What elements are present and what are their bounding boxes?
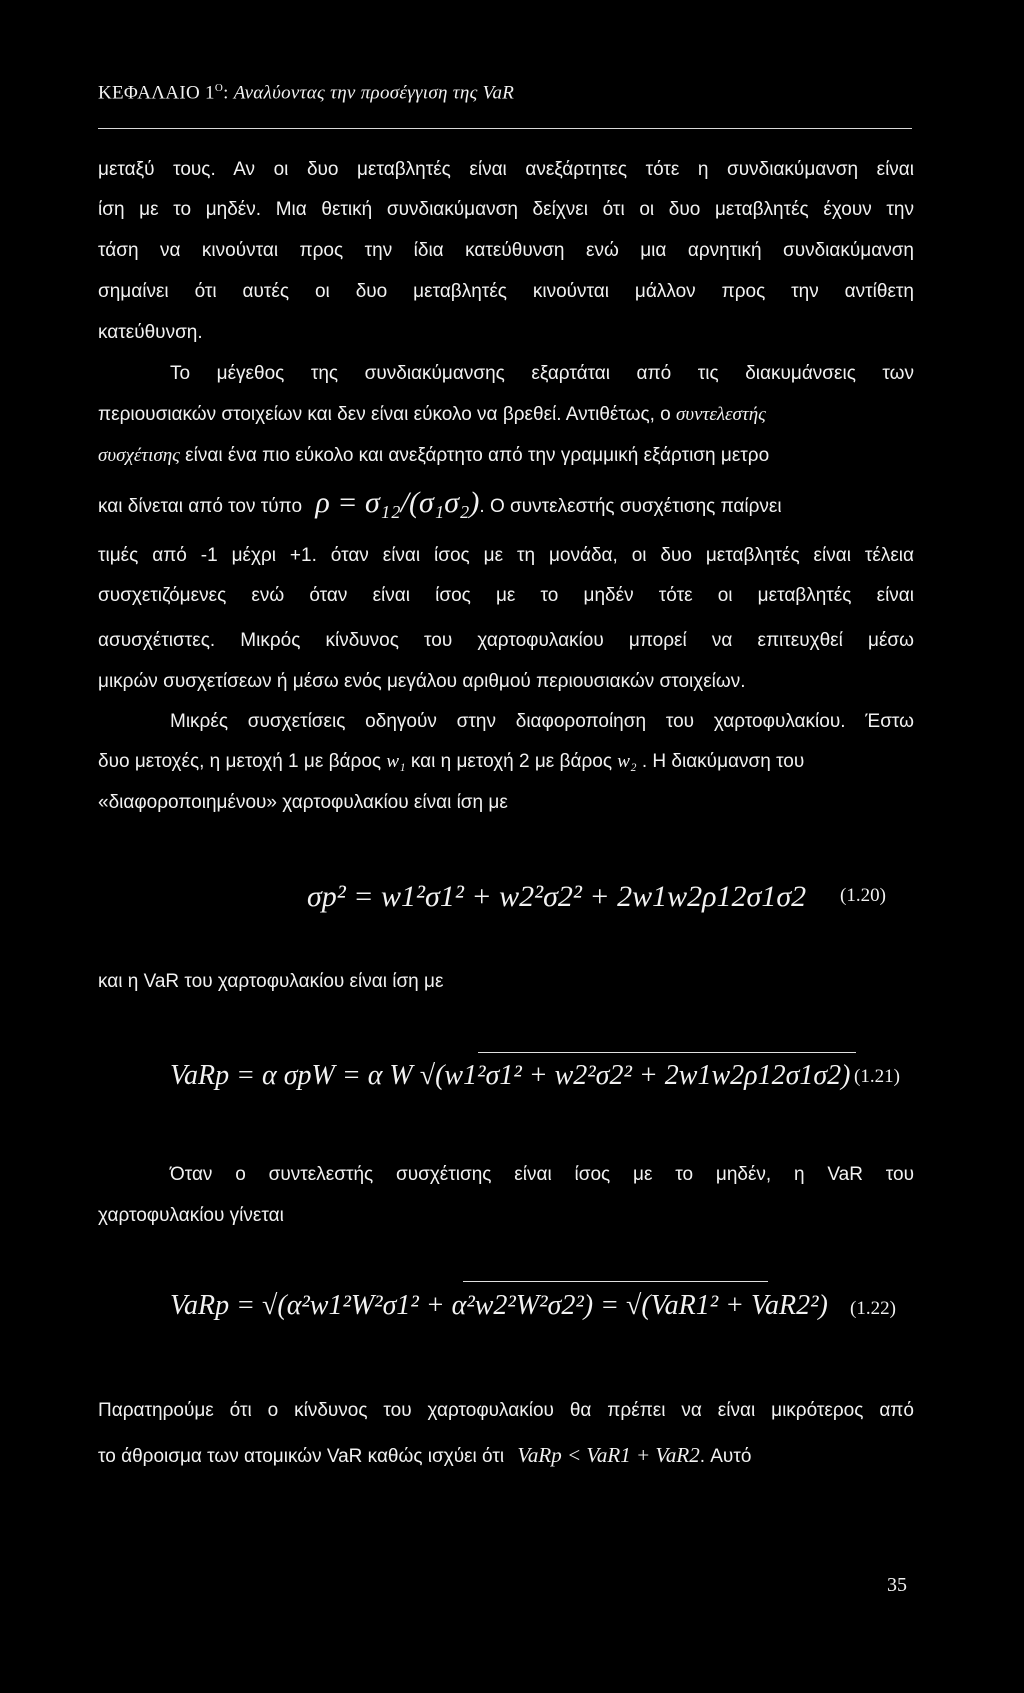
- text-line: μικρών συσχετίσεων ή μέσω ενός μεγάλου αριθμού περιουσιακών στοιχείων.: [98, 671, 746, 692]
- chapter-sup: Ο: [214, 82, 224, 94]
- text-line: [98, 443, 914, 469]
- weight-w1: w₁: [386, 751, 406, 772]
- text-line: ασυσχέτιστες. Μικρός κίνδυνος του χαρτοφυλακίου μπορεί να επιτευχθεί μέσω: [98, 630, 914, 651]
- text-line: Παρατηρούμε ότι ο κίνδυνος του χαρτοφυλακίου θα πρέπει να είναι μικρότερος από: [98, 1400, 914, 1421]
- text-line: τάση να κινούνται προς την ίδια κατεύθυνση ενώ μια αρνητική συνδιακύμανση: [98, 240, 914, 261]
- text-line: Το μέγεθος της συνδιακύμανσης εξαρτάται από τις διακυμάνσεις των: [170, 363, 914, 384]
- text-span: και η μετοχή 2 με βάρος: [405, 751, 618, 772]
- radical-overline: [463, 1281, 768, 1282]
- text-line: και η VaR του χαρτοφυλακίου είναι ίση με: [98, 971, 444, 992]
- text-span: δυο μετοχές, η μετοχή 1 με βάρος: [98, 751, 387, 772]
- text-line: [98, 486, 914, 520]
- correlation-formula: ρ = σ₁₂/(σ₁σ₂): [315, 486, 480, 519]
- text-span: και δίνεται από τον τύπο: [98, 496, 303, 517]
- text-line: «διαφοροποιημένου» χαρτοφυλακίου είναι ίση με: [98, 792, 508, 813]
- radical-overline: [478, 1052, 856, 1053]
- text-line: [98, 749, 914, 775]
- page-number: 35: [887, 1574, 907, 1596]
- running-header: [98, 82, 514, 104]
- text-line: τιμές από -1 μέχρι +1. όταν είναι ίσος με τη μονάδα, οι δυο μεταβλητές είναι τέλεια: [98, 545, 914, 566]
- text-line: κατεύθυνση.: [98, 322, 203, 343]
- term-italic: συντελεστής: [676, 404, 766, 425]
- text-line: σημαίνει ότι αυτές οι δυο μεταβλητές κινούνται μάλλον προς την αντίθετη: [98, 281, 914, 302]
- text-line: μεταξύ τους. Αν οι δυο μεταβλητές είναι ανεξάρτητες τότε η συνδιακύμανση είναι: [98, 159, 914, 180]
- equation-number: (1.22): [850, 1298, 896, 1319]
- text-span: . Αυτό: [699, 1446, 752, 1467]
- equation-1-22: VaRp = √(α²w1²W²σ1² + α²w2²W²σ2²) = √(VaR1² + VaR2²): [170, 1290, 828, 1321]
- text-line: συσχετιζόμενες ενώ όταν είναι ίσος με το μηδέν τότε οι μεταβλητές είναι: [98, 585, 914, 606]
- header-rule: [98, 128, 912, 129]
- text-line: [98, 1442, 914, 1470]
- text-line: Μικρές συσχετίσεις οδηγούν στην διαφοροποίηση του χαρτοφυλακίου. Έστω: [170, 711, 914, 732]
- weight-w2: w₂: [617, 751, 637, 772]
- chapter-label: ΚΕΦΑΛΑΙΟ 1: [98, 82, 215, 104]
- inequality-formula: VaRp < VaR1 + VaR2: [517, 1443, 700, 1467]
- text-line: [98, 402, 914, 428]
- text-span: το άθροισμα των ατομικών VaR καθώς ισχύει ότι: [98, 1446, 505, 1467]
- term-italic: συσχέτισης: [98, 445, 180, 466]
- chapter-title: Αναλύοντας την προσέγγιση της VaR: [233, 82, 515, 104]
- text-line: ίση με το μηδέν. Μια θετική συνδιακύμανση δείχνει ότι οι δυο μεταβλητές έχουν την: [98, 199, 914, 220]
- text-span: περιουσιακών στοιχείων και δεν είναι εύκολο να βρεθεί. Αντιθέτως, ο: [98, 404, 677, 425]
- text-span: . Ο συντελεστής συσχέτισης παίρνει: [479, 496, 782, 517]
- equation-number: (1.20): [840, 885, 886, 906]
- equation-1-21: VaRp = α σpW = α W √(w1²σ1² + w2²σ2² + 2w1w2ρ12σ1σ2): [170, 1060, 851, 1091]
- text-line: Όταν ο συντελεστής συσχέτισης είναι ίσος με το μηδέν, η VaR του: [170, 1164, 914, 1185]
- text-line: χαρτοφυλακίου γίνεται: [98, 1205, 284, 1226]
- text-span: είναι ένα πιο εύκολο και ανεξάρτητο από την γραμμική εξάρτιση μετρο: [179, 445, 770, 466]
- text-span: . Η διακύμανση του: [636, 751, 805, 772]
- equation-number: (1.21): [854, 1066, 900, 1087]
- equation-1-20: σp² = w1²σ1² + w2²σ2² + 2w1w2ρ12σ1σ2: [307, 880, 807, 913]
- chapter-colon: :: [223, 82, 234, 104]
